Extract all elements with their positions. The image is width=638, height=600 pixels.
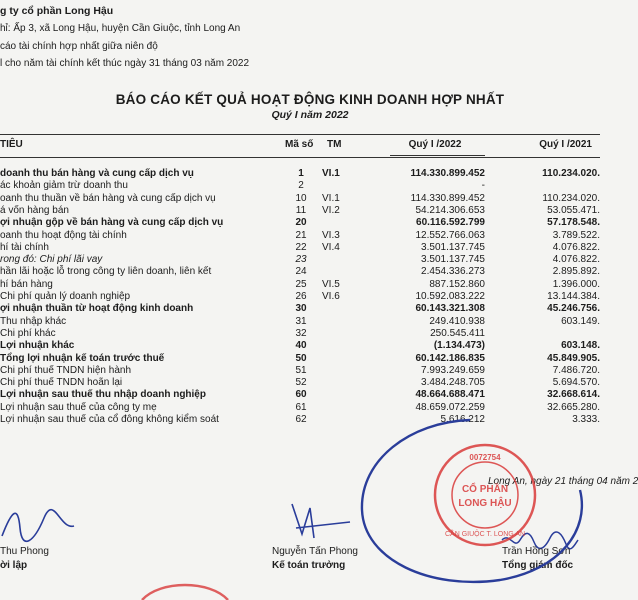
table-row <box>0 168 600 180</box>
row-note: VI.1 <box>322 168 340 179</box>
row-value-q1-2022: 48.659.072.259 <box>415 401 485 413</box>
accountant-name: Nguyễn Tấn Phong <box>272 546 358 557</box>
row-value-q1-2021: 4.076.822. <box>552 254 600 266</box>
row-code: 23 <box>295 254 307 266</box>
row-value-q1-2021: 3.789.522. <box>552 229 600 241</box>
pen-annotation-circle <box>350 400 600 600</box>
company-name: g ty cổ phần Long Hậu <box>0 5 114 17</box>
row-value-q1-2021: 2.895.892. <box>552 266 600 278</box>
row-label: ợi nhuận gộp về bán hàng và cung cấp dịch vụ <box>0 217 224 229</box>
row-label: oanh thu thuần về bán hàng và cung cấp dịch vụ <box>0 192 216 204</box>
row-value-q1-2021: 5.694.570. <box>552 377 600 389</box>
row-label: hần lãi hoặc lỗ trong công ty liên doanh, liên kết <box>0 266 212 278</box>
row-value-q1-2022: 60.142.186.835 <box>415 352 485 364</box>
report-subtitle: Quý I năm 2022 <box>271 109 349 121</box>
table-header-rule <box>0 157 600 158</box>
row-code: 11 <box>295 204 307 216</box>
row-code: 61 <box>295 401 307 413</box>
col-header-note: TM <box>327 139 342 150</box>
row-code: 20 <box>295 217 307 229</box>
svg-text:0072754: 0072754 <box>469 453 501 462</box>
row-code: 25 <box>295 278 307 290</box>
row-note: VI.5 <box>322 278 340 290</box>
row-value-q1-2021: 110.234.020. <box>542 192 600 204</box>
table-row <box>0 303 600 315</box>
table-row <box>0 217 600 229</box>
row-label: Chi phí khác <box>0 327 56 339</box>
fiscal-period: l cho năm tài chính kết thúc ngày 31 tháng 03 năm 2022 <box>0 58 250 69</box>
row-code: 21 <box>295 229 307 241</box>
row-note: VI.2 <box>322 204 340 216</box>
col-header-code: Mã số <box>285 139 314 150</box>
svg-text:CỔ PHẦN: CỔ PHẦN <box>461 484 509 495</box>
row-value-q1-2021: 45.246.756. <box>547 303 600 315</box>
row-code: 40 <box>295 340 307 352</box>
row-code: 51 <box>295 364 307 376</box>
row-value-q1-2022: 3.484.248.705 <box>421 377 485 389</box>
row-label: Chi phí quản lý doanh nghiệp <box>0 291 131 302</box>
row-label: hí bán hàng <box>0 278 53 290</box>
row-value-q1-2022: 887.152.860 <box>429 278 485 290</box>
row-code: 62 <box>295 414 307 425</box>
statement-type: cáo tài chính hợp nhất giữa niên độ <box>0 41 158 52</box>
row-label: hí tài chính <box>0 241 49 253</box>
row-value-q1-2021: 603.148. <box>561 340 600 352</box>
row-label: doanh thu bán hàng và cung cấp dịch vụ <box>0 168 194 179</box>
col-header-q1-2021: Quý I /2021 <box>539 139 592 150</box>
row-value-q1-2022: 3.501.137.745 <box>421 254 485 266</box>
row-value-q1-2022: 48.664.688.471 <box>415 389 485 401</box>
preparer-role: ời lập <box>0 560 28 571</box>
table-row <box>0 230 600 242</box>
row-label: Lợi nhuận sau thuế của công ty mẹ <box>0 401 157 413</box>
row-note: VI.3 <box>322 229 340 241</box>
row-value-q1-2022: 114.330.899.452 <box>410 192 485 204</box>
table-row <box>0 205 600 217</box>
row-value-q1-2021: 603.149. <box>561 315 600 327</box>
row-label: Lợi nhuận khác <box>0 340 75 352</box>
row-value-q1-2022: 5.616.212 <box>440 414 485 425</box>
row-value-q1-2021: 110.234.020. <box>542 168 600 179</box>
svg-text:CẦN GIUỘC T. LONG AN: CẦN GIUỘC T. LONG AN <box>445 531 525 538</box>
company-address: hỉ: Ấp 3, xã Long Hậu, huyện Cần Giuộc, tỉnh Long An <box>0 23 241 34</box>
row-value-q1-2021: 53.055.471. <box>547 204 600 216</box>
row-code: 30 <box>295 303 307 315</box>
row-value-q1-2022: 10.592.083.222 <box>415 291 485 302</box>
row-value-q1-2021: 7.486.720. <box>552 364 600 376</box>
table-row <box>0 266 600 278</box>
table-row <box>0 254 600 266</box>
row-code: 24 <box>295 266 307 278</box>
row-value-q1-2021: 1.396.000. <box>552 278 600 290</box>
row-label: Chi phí thuế TNDN hiện hành <box>0 364 132 376</box>
row-code: 1 <box>298 168 304 179</box>
report-title: BÁO CÁO KẾT QUẢ HOẠT ĐỘNG KINH DOANH HỢP NHẤT <box>115 92 505 107</box>
table-row <box>0 340 600 352</box>
row-label: Lợi nhuận sau thuế của cổ đông không kiểm soát <box>0 414 219 425</box>
row-note: VI.1 <box>322 192 340 204</box>
row-value-q1-2022: 7.993.249.659 <box>421 364 485 376</box>
partial-seal-bottom <box>140 578 230 600</box>
accountant-signature <box>284 498 354 546</box>
row-label: rong đó: Chi phí lãi vay <box>0 254 103 266</box>
row-code: 60 <box>295 389 307 401</box>
director-name: Trần Hồng Sơn <box>502 546 571 557</box>
table-row <box>0 180 600 192</box>
row-value-q1-2021: 32.665.280. <box>547 401 600 413</box>
table-row <box>0 193 600 205</box>
row-code: 31 <box>295 315 307 327</box>
row-code: 52 <box>295 377 307 389</box>
row-value-q1-2022: 60.143.321.308 <box>415 303 485 315</box>
row-value-q1-2022: - <box>481 180 485 192</box>
row-value-q1-2022: 249.410.938 <box>429 315 485 327</box>
table-row <box>0 328 600 340</box>
table-row <box>0 279 600 291</box>
table-row <box>0 316 600 328</box>
director-role: Tổng giám đốc <box>502 560 574 571</box>
row-value-q1-2021: 3.333. <box>572 414 600 425</box>
signing-date: Long An, ngày 21 tháng 04 năm 2 <box>488 476 638 487</box>
preparer-signature <box>0 500 80 545</box>
row-code: 26 <box>295 291 307 302</box>
row-code: 2 <box>298 180 304 192</box>
row-value-q1-2022: 60.116.592.799 <box>416 217 485 229</box>
table-row <box>0 365 600 377</box>
svg-text:LONG HẬU: LONG HẬU <box>458 498 512 509</box>
row-label: ác khoản giảm trừ doanh thu <box>0 180 128 192</box>
row-label: Thu nhập khác <box>0 315 67 327</box>
row-value-q1-2021: 57.178.548. <box>547 217 600 229</box>
col-header-q1-2022: Quý I /2022 <box>408 139 462 150</box>
row-note: VI.4 <box>322 241 340 253</box>
table-top-rule <box>0 134 600 135</box>
col-header-item: TIÊU <box>0 139 23 150</box>
preparer-name: Thu Phong <box>0 546 49 557</box>
row-label: oanh thu hoạt động tài chính <box>0 229 127 241</box>
row-label: ợi nhuận thuần từ hoạt động kinh doanh <box>0 303 194 315</box>
row-value-q1-2022: 12.552.766.063 <box>415 229 485 241</box>
row-code: 50 <box>295 352 307 364</box>
row-value-q1-2022: 54.214.306.653 <box>415 204 485 216</box>
row-label: Lợi nhuận sau thuế thu nhập doanh nghiệp <box>0 389 206 401</box>
q2022-underline <box>390 155 485 156</box>
row-value-q1-2021: 45.849.905. <box>547 352 600 364</box>
row-value-q1-2021: 32.668.614. <box>547 389 600 401</box>
table-row <box>0 242 600 254</box>
row-label: Chi phí thuế TNDN hoãn lại <box>0 377 123 389</box>
row-code: 32 <box>295 327 307 339</box>
row-value-q1-2022: 250.545.411 <box>430 327 485 339</box>
row-value-q1-2022: 114.330.899.452 <box>410 168 485 179</box>
row-label: Tổng lợi nhuận kế toán trước thuế <box>0 352 165 364</box>
row-code: 22 <box>295 241 307 253</box>
row-value-q1-2022: 2.454.336.273 <box>421 266 485 278</box>
row-label: á vốn hàng bán <box>0 204 69 216</box>
row-note: VI.6 <box>322 291 340 302</box>
row-value-q1-2022: (1.134.473) <box>433 340 485 352</box>
accountant-role: Kế toán trưởng <box>272 560 346 571</box>
row-value-q1-2022: 3.501.137.745 <box>421 241 485 253</box>
row-value-q1-2021: 13.144.384. <box>547 291 600 302</box>
row-value-q1-2021: 4.076.822. <box>552 241 600 253</box>
table-row <box>0 291 600 303</box>
table-row <box>0 377 600 389</box>
row-code: 10 <box>295 192 307 204</box>
table-row <box>0 353 600 365</box>
